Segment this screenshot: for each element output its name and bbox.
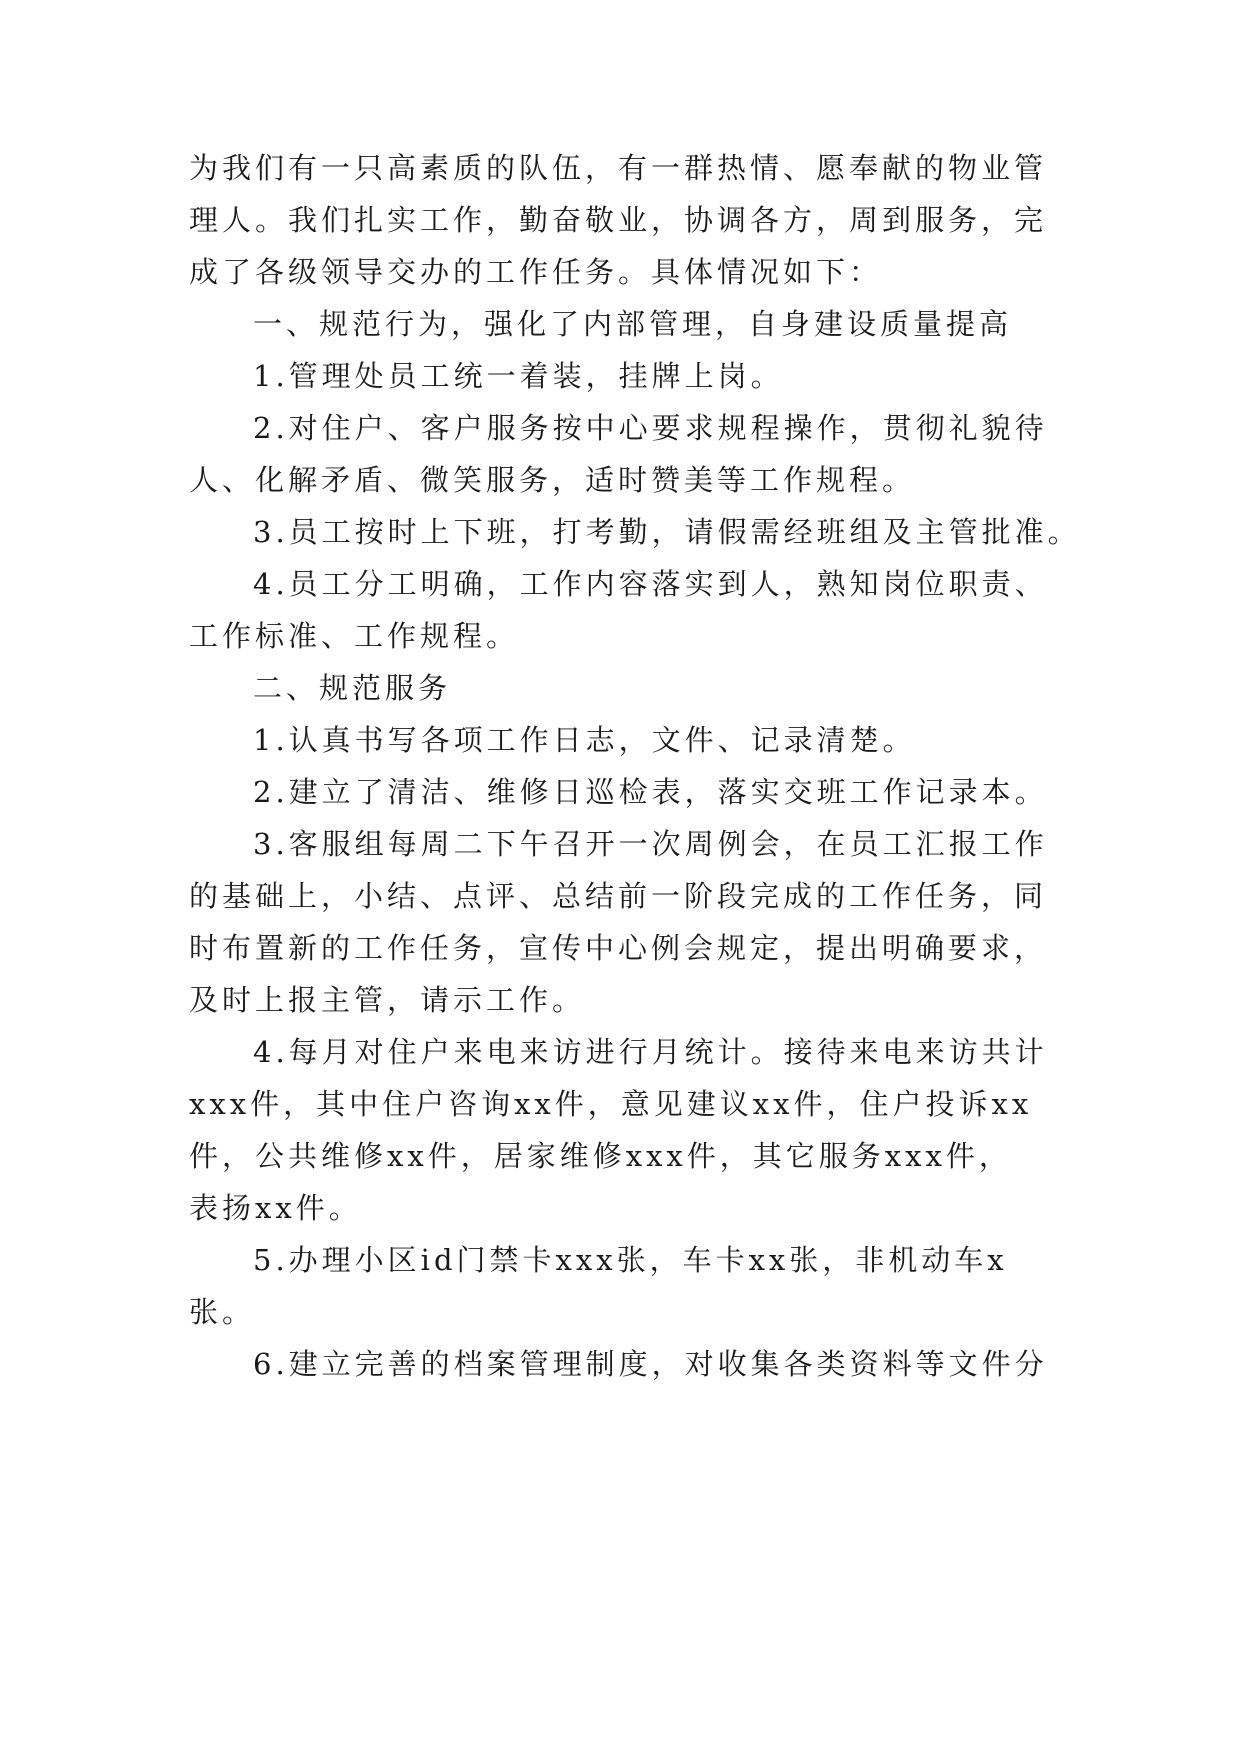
text-line: 时布置新的工作任务，宣传中心例会规定，提出明确要求，	[189, 931, 1048, 965]
list-item: 1.管理处员工统一着装，挂牌上岗。	[253, 359, 784, 393]
section-heading: 二、规范服务	[253, 671, 452, 705]
text-line: 件，公共维修xx件，居家维修xxx件，其它服务xxx件，	[189, 1139, 1012, 1173]
text-line: 成了各级领导交办的工作任务。具体情况如下：	[189, 255, 883, 289]
text-line: 为我们有一只高素质的队伍，有一群热情、愿奉献的物业管	[189, 151, 1048, 185]
section-heading: 一、规范行为，强化了内部管理，自身建设质量提高	[253, 307, 1013, 341]
text-line: 工作标准、工作规程。	[189, 619, 520, 653]
text-line: 及时上报主管，请示工作。	[189, 983, 586, 1017]
text-line: 人、化解矛盾、微笑服务，适时赞美等工作规程。	[189, 463, 916, 497]
list-item: 2.建立了清洁、维修日巡检表，落实交班工作记录本。	[253, 775, 1048, 809]
list-item: 3.客服组每周二下午召开一次周例会，在员工汇报工作	[253, 827, 1048, 861]
list-item: 1.认真书写各项工作日志，文件、记录清楚。	[253, 723, 916, 757]
list-item: 4.员工分工明确，工作内容落实到人，熟知岗位职责、	[253, 567, 1048, 601]
list-item: 4.每月对住户来电来访进行月统计。接待来电来访共计	[253, 1035, 1048, 1069]
text-line: xxx件，其中住户咨询xx件，意见建议xx件，住户投诉xx	[189, 1087, 1033, 1121]
text-line: 理人。我们扎实工作，勤奋敬业，协调各方，周到服务，完	[189, 203, 1048, 237]
text-line: 张。	[189, 1295, 256, 1329]
list-item: 6.建立完善的档案管理制度，对收集各类资料等文件分	[253, 1347, 1048, 1381]
list-item: 3.员工按时上下班，打考勤，请假需经班组及主管批准。	[253, 515, 1081, 549]
list-item: 5.办理小区id门禁卡xxx张，车卡xx张，非机动车x	[253, 1243, 1008, 1277]
list-item: 2.对住户、客户服务按中心要求规程操作，贯彻礼貌待	[253, 411, 1048, 445]
text-line: 表扬xx件。	[189, 1191, 362, 1225]
text-line: 的基础上，小结、点评、总结前一阶段完成的工作任务，同	[189, 879, 1048, 913]
